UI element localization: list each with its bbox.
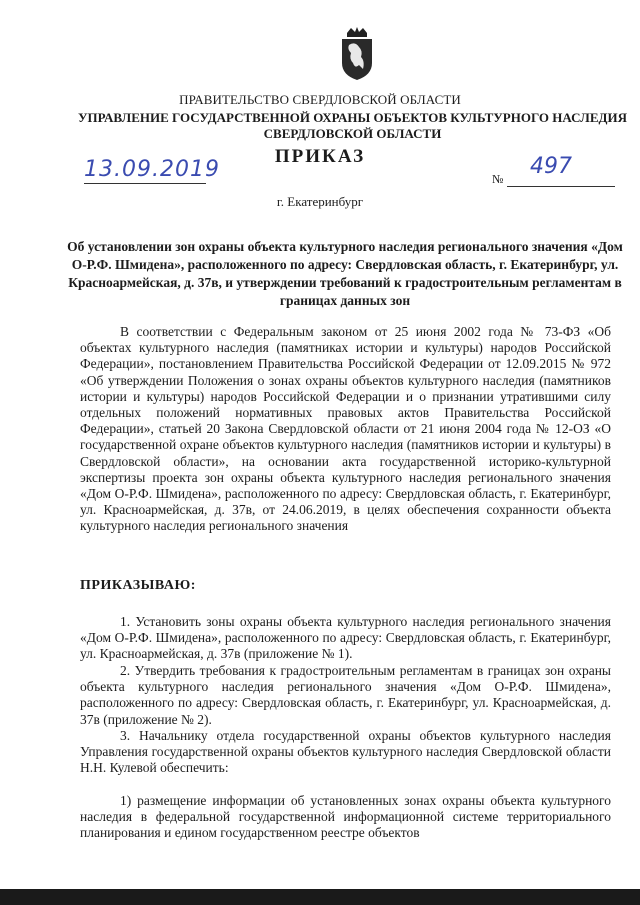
- order-number: 497: [530, 154, 572, 179]
- order-item-1: 1. Установить зоны охраны объекта культурного наследия регионального значения «Дом О-Р.Ф. Шмидена», расположенного по адресу: Свердловская область, г. Екатеринбург, ул. Красноармейская, д. 37в (приложение № 1).: [80, 614, 611, 662]
- order-date: 13.09.2019: [84, 157, 220, 182]
- number-underline: [507, 186, 615, 187]
- government-name: ПРАВИТЕЛЬСТВО СВЕРДЛОВСКОЙ ОБЛАСТИ: [179, 92, 461, 107]
- preamble-paragraph: В соответствии с Федеральным законом от 25 июня 2002 года № 73-ФЗ «Об объектах культурного наследия (памятниках истории и культуры) народов Российской Федерации», постановлением Правительства Российской Федерации от 12.09.2015 № 972 «Об утверждении Положения о зонах охраны объектов культурного наследия (памятников истории и культуры) народов Российской Федерации и о признании утратившими силу отдельных положений нормативных правовых актов Правительства Российской Федерации», статьей 20 Закона Свердловской области от 21 июня 2004 года № 12-ОЗ «О государственной охране объектов культурного наследия (памятников истории и культуры) в Свердловской области», на основании акта государственной историко-культурной экспертизы проекта зон охраны объекта культурного наследия регионального значения «Дом О-Р.Ф. Шмидена», расположенного по адресу: Свердловская область, г. Екатеринбург, ул. Красноармейская, д. 37в, от 24.06.2019, в целях обеспечения сохранности объекта культурного наследия регионального значения: [80, 324, 611, 534]
- order-subject: Об установлении зон охраны объекта культурного наследия регионального значения «Дом О-Р.Ф. Шмидена», расположенного по адресу: Свердловская область, г. Екатеринбург, ул. Красноармейская, д. 37в, и утверждении требований к градостроительным регламентам в границах данных зон: [67, 239, 623, 308]
- document-title: ПРИКАЗ: [274, 146, 366, 167]
- department-name: УПРАВЛЕНИЕ ГОСУДАРСТВЕННОЙ ОХРАНЫ ОБЪЕКТОВ КУЛЬТУРНОГО НАСЛЕДИЯ СВЕРДЛОВСКОЙ ОБЛАСТИ: [78, 110, 627, 141]
- order-item-3: 3. Начальнику отдела государственной охраны объектов культурного наследия Управления государственной охраны объектов культурного наследия Свердловской области Н.Н. Кулевой обеспечить:: [80, 728, 611, 776]
- scan-bottom-edge: [0, 889, 640, 905]
- directive-heading: ПРИКАЗЫВАЮ:: [80, 578, 196, 593]
- city-line: г. Екатеринбург: [276, 194, 364, 209]
- number-label: №: [492, 172, 504, 186]
- coat-of-arms-icon: [339, 27, 375, 81]
- order-subitem-3-1: 1) размещение информации об установленных зонах охраны объекта культурного наследия в федеральной государственной информационной системе территориального планирования и едином государственном реестре объектов: [80, 793, 611, 841]
- order-item-2: 2. Утвердить требования к градостроительным регламентам в границах зон охраны объекта культурного наследия регионального значения «Дом О-Р.Ф. Шмидена», расположенного по адресу: Свердловская область, г. Екатеринбург, ул. Красноармейская, д. 37в (приложение № 2).: [80, 663, 611, 727]
